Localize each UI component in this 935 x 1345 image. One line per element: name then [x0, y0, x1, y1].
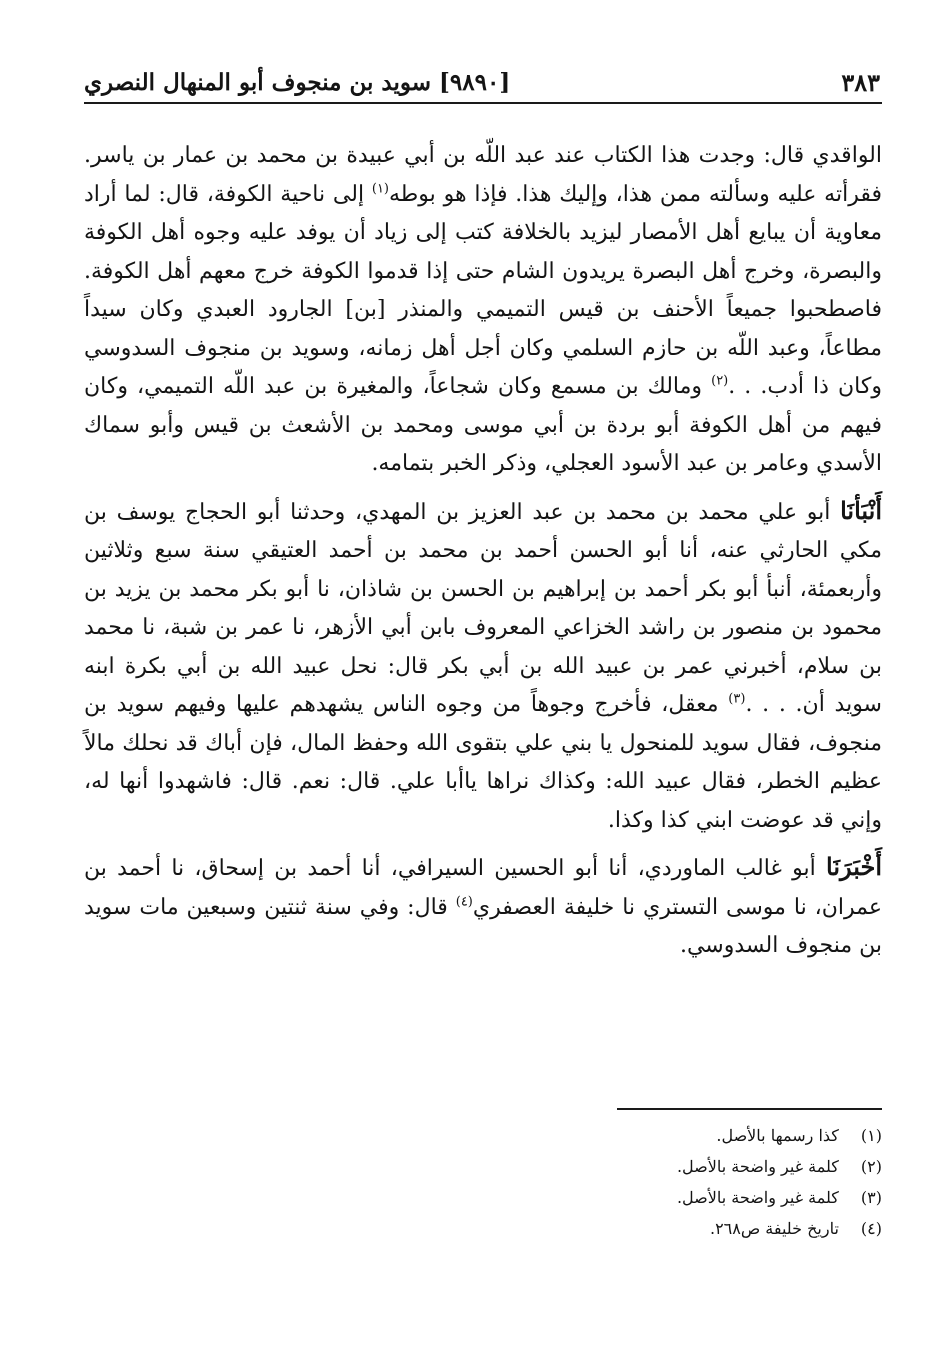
- footnote-text: كلمة غير واضحة بالأصل.: [676, 1157, 839, 1176]
- footnote-number: (١): [860, 1126, 882, 1145]
- text-run: أبو غالب الماوردي، أنا أبو الحسين السيرافي، أنا أحمد بن إسحاق، نا أحمد بن عمران، نا موسى التستري نا خليفة العصفري: [84, 856, 882, 920]
- page-header: [84, 66, 880, 100]
- footnote: [500, 1120, 882, 1151]
- lead-word: أَنْبَأنَا: [840, 495, 882, 525]
- footnote-text: كلمة غير واضحة بالأصل.: [676, 1188, 839, 1207]
- footnote-marker: (٢): [711, 373, 729, 389]
- footnote: [500, 1151, 882, 1182]
- footnote-number: (٤): [860, 1219, 882, 1238]
- footnote-text: كذا رسمها بالأصل.: [716, 1126, 839, 1145]
- footnote-marker: (٤): [455, 894, 473, 910]
- header-rule: [84, 102, 882, 104]
- text-run: معقل، فأخرج وجوهاً من وجوه الناس يشهدهم عليها وفيهم سويد بن منجوف، فقال سويد للمنحول يا بني علي بتقوى الله وحفظ المال، فإن أباك قد نحلك مالاً عظيم الخطر، فقال عبيد الله: وكذاك نراها ياأبا علي. قال: نعم. قال: فاشهدوا أنها له، وإني قد عوضت ابني كذا وكذا.: [84, 692, 882, 833]
- footnote-rule: [617, 1108, 882, 1110]
- footnote: [500, 1182, 882, 1213]
- footnote-text: تاريخ خليفة ص٢٦٨.: [709, 1219, 839, 1238]
- text-run: الواقدي قال: وجدت هذا الكتاب عند عبد اللّه بن أبي عبيدة بن محمد بن عمار بن ياسر. فقرأته عليه وسألته ممن هذا، وإليك هذا. فإذا هو بوطه: [84, 143, 882, 207]
- footnote-number: (٣): [860, 1188, 882, 1207]
- running-title: [٩٨٩٠] سويد بن منجوف أبو المنهال النصري: [84, 69, 511, 96]
- text-run: ومالك بن مسمع وكان شجاعاً، والمغيرة بن عبد اللّه التميمي، وكان فيهم من أهل الكوفة أبو بردة بن أبي موسى ومحمد بن الأشعث بن قيس وأبو سماك الأسدي وعامر بن عبد الأسود العجلي، وذكر الخبر بتمامه.: [84, 374, 882, 476]
- footnote: [500, 1213, 882, 1244]
- lead-word: أَخْبَرَنَا: [826, 852, 882, 881]
- paragraph: [84, 137, 882, 484]
- footnote-marker: (٣): [728, 691, 746, 707]
- paragraph: [84, 848, 882, 966]
- paragraph: [84, 492, 882, 841]
- footnotes: [500, 1120, 882, 1244]
- footnote-marker: (١): [371, 181, 389, 197]
- text-run: إلى ناحية الكوفة، قال: لما أراد معاوية أن يبايع أهل الأمصار ليزيد بالخلافة كتب إلى زياد أن يوفد عليه وجوه أهل الكوفة والبصرة، وخرج أهل البصرة يريدون الشام حتى إذا قدموا الكوفة خرج معهم أهل الكوفة. فاصطحبوا جميعاً الأحنف بن قيس التميمي والمنذر [بن] الجارود العبدي وكان سيداً مطاعاً، وعبد اللّه بن حازم السلمي وكان أجل أهل زمانه، وسويد بن منجوف السدوسي وكان ذا أدب. . .: [84, 181, 883, 399]
- page-number: ٣٨٣: [841, 68, 880, 97]
- text-run: أبو علي محمد بن محمد بن عبد العزيز بن المهدي، وحدثنا أبو الحجاج يوسف بن مكي الحارثي عنه، أنا أبو الحسن أحمد بن محمد بن أحمد العتيقي سنة سبع وثلاثين وأربعمئة، أنبأ أبو بكر أحمد بن إبراهيم بن الحسن بن شاذان، نا أبو بكر محمد بن يزيد بن محمود بن منصور بن راشد الخزاعي المعروف بابن أبي الأزهر، نا عمر بن شبة، نا محمد بن سلام، أخبرني عمر بن عبيد الله بن أبي بكر قال: نحل عبيد الله بن أبي بكرة ابنه سويد أن. . . .: [84, 499, 882, 717]
- text-run: قال: وفي سنة ثنتين وسبعين مات سويد بن منجوف السدوسي.: [84, 894, 882, 958]
- body-text: [84, 137, 882, 966]
- footnote-number: (٢): [860, 1157, 882, 1176]
